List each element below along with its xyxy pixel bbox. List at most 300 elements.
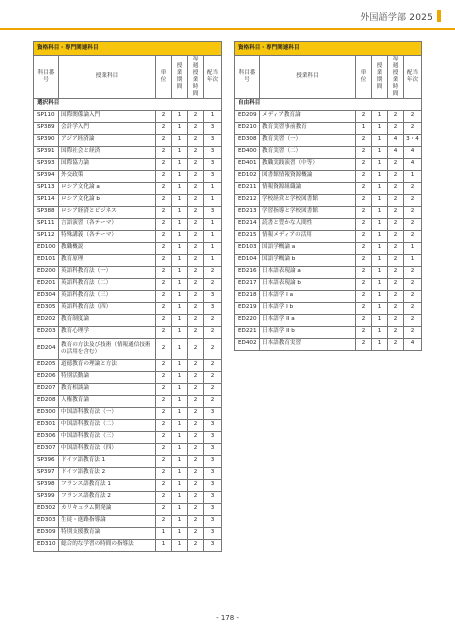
table-row xyxy=(235,266,422,278)
year: 2 xyxy=(204,278,222,290)
table-row xyxy=(34,419,222,431)
year: 1 xyxy=(404,254,422,266)
course-code: ED103 xyxy=(235,242,260,254)
year: 3 xyxy=(204,122,222,134)
year: 2 xyxy=(204,338,222,359)
course-code: ED305 xyxy=(34,302,59,314)
term: 1 xyxy=(372,290,388,302)
year: 3 xyxy=(204,146,222,158)
course-code: ED217 xyxy=(235,278,260,290)
term: 1 xyxy=(172,539,188,551)
course-code: ED221 xyxy=(235,326,260,338)
year: 3 xyxy=(204,134,222,146)
column-header: 授業科目 xyxy=(260,56,356,99)
course-code: ED218 xyxy=(235,290,260,302)
course-code: SP391 xyxy=(34,146,59,158)
course-name: 会計学入門 xyxy=(59,122,156,134)
year: 3 xyxy=(204,431,222,443)
column-header: 単位 xyxy=(156,56,172,99)
term: 1 xyxy=(172,359,188,371)
year: 2 xyxy=(204,266,222,278)
term: 1 xyxy=(372,338,388,350)
course-code: ED101 xyxy=(34,254,59,266)
course-code: ED216 xyxy=(235,266,260,278)
credits: 2 xyxy=(156,359,172,371)
course-code: ED104 xyxy=(235,254,260,266)
course-code: ED209 xyxy=(235,110,260,122)
table-row xyxy=(34,266,222,278)
course-name: 英語科教育法（一） xyxy=(59,266,156,278)
term: 1 xyxy=(372,218,388,230)
credits: 2 xyxy=(156,455,172,467)
course-name: 日本語学 II b xyxy=(260,326,356,338)
table-row xyxy=(235,302,422,314)
term: 1 xyxy=(172,467,188,479)
course-code: ED201 xyxy=(34,278,59,290)
course-name: 日本語教育実習 xyxy=(260,338,356,350)
course-code: SP388 xyxy=(34,206,59,218)
term: 1 xyxy=(172,194,188,206)
weekly-hours: 2 xyxy=(188,158,204,170)
year: 3 xyxy=(204,443,222,455)
credits: 2 xyxy=(156,194,172,206)
course-code: ED307 xyxy=(34,443,59,455)
year: 1 xyxy=(204,110,222,122)
year: 2 xyxy=(204,371,222,383)
year: 2 xyxy=(204,326,222,338)
course-name: 中国語科教育法（三） xyxy=(59,431,156,443)
term: 1 xyxy=(172,266,188,278)
course-code: ED306 xyxy=(34,431,59,443)
term: 1 xyxy=(172,218,188,230)
weekly-hours: 2 xyxy=(388,302,404,314)
credits: 2 xyxy=(156,407,172,419)
course-name: アジア経済論 xyxy=(59,134,156,146)
credits: 2 xyxy=(156,467,172,479)
course-name: 教育原理 xyxy=(59,254,156,266)
weekly-hours: 2 xyxy=(188,218,204,230)
course-code: SP396 xyxy=(34,455,59,467)
table-row xyxy=(34,314,222,326)
term: 1 xyxy=(372,266,388,278)
table-row xyxy=(235,146,422,158)
table-title: 資格科目・専門関連科目 xyxy=(235,42,422,56)
course-name: 国際社会と経済 xyxy=(59,146,156,158)
column-header: 配当年次 xyxy=(204,56,222,99)
weekly-hours: 2 xyxy=(188,467,204,479)
year: 4 xyxy=(404,338,422,350)
credits: 2 xyxy=(356,218,372,230)
course-code: ED207 xyxy=(34,383,59,395)
year: 2 xyxy=(404,122,422,134)
term: 1 xyxy=(172,254,188,266)
course-code: ED215 xyxy=(235,230,260,242)
course-name: 総合的な学習の時間の指導法 xyxy=(59,539,156,551)
header-accent-mark xyxy=(437,10,441,22)
credits: 2 xyxy=(156,158,172,170)
course-name: 生徒・進路指導論 xyxy=(59,515,156,527)
credits: 2 xyxy=(156,230,172,242)
year: 3 xyxy=(204,479,222,491)
table-row xyxy=(34,122,222,134)
year: 1 xyxy=(204,218,222,230)
weekly-hours: 2 xyxy=(388,182,404,194)
table-row xyxy=(34,503,222,515)
term: 1 xyxy=(372,314,388,326)
year: 2 xyxy=(404,182,422,194)
weekly-hours: 2 xyxy=(188,527,204,539)
credits: 2 xyxy=(156,278,172,290)
weekly-hours: 2 xyxy=(388,110,404,122)
page-number: - 178 - xyxy=(216,614,239,622)
course-name: 読書と豊かな人間性 xyxy=(260,218,356,230)
weekly-hours: 2 xyxy=(188,431,204,443)
term: 1 xyxy=(172,290,188,302)
year: 1 xyxy=(204,230,222,242)
year: 4 xyxy=(404,158,422,170)
course-code: ED200 xyxy=(34,266,59,278)
course-code: SP111 xyxy=(34,218,59,230)
course-code: ED400 xyxy=(235,146,260,158)
term: 1 xyxy=(172,383,188,395)
table-row xyxy=(235,230,422,242)
year: 1 xyxy=(204,242,222,254)
course-code: ED309 xyxy=(34,527,59,539)
table-row xyxy=(34,182,222,194)
course-code: ED100 xyxy=(34,242,59,254)
credits: 2 xyxy=(356,194,372,206)
table-row xyxy=(34,431,222,443)
credits: 2 xyxy=(156,266,172,278)
term: 1 xyxy=(372,242,388,254)
course-code: ED300 xyxy=(34,407,59,419)
credits: 2 xyxy=(156,515,172,527)
credits: 2 xyxy=(356,290,372,302)
credits: 2 xyxy=(356,254,372,266)
course-code: ED212 xyxy=(235,194,260,206)
weekly-hours: 2 xyxy=(188,395,204,407)
credits: 2 xyxy=(356,314,372,326)
table-row xyxy=(34,194,222,206)
weekly-hours: 2 xyxy=(188,194,204,206)
credits: 2 xyxy=(156,326,172,338)
credits: 2 xyxy=(156,431,172,443)
year: 3 xyxy=(204,503,222,515)
course-code: ED308 xyxy=(235,134,260,146)
weekly-hours: 2 xyxy=(188,503,204,515)
column-header: 授業科目 xyxy=(59,56,156,99)
year: 3 xyxy=(204,407,222,419)
term: 1 xyxy=(372,146,388,158)
course-name: 国語学概論 a xyxy=(260,242,356,254)
course-code: SP389 xyxy=(34,122,59,134)
weekly-hours: 2 xyxy=(188,134,204,146)
column-header: 毎週授業時間 xyxy=(188,56,204,99)
course-code: ED310 xyxy=(34,539,59,551)
page-header-title: 外国語学部 2025 xyxy=(360,13,433,23)
year: 2 xyxy=(404,278,422,290)
column-header: 授業期間 xyxy=(172,56,188,99)
table-title: 資格科目・専門関連科目 xyxy=(34,42,222,56)
year: 3 xyxy=(204,302,222,314)
weekly-hours: 2 xyxy=(188,515,204,527)
table-row xyxy=(235,290,422,302)
weekly-hours: 2 xyxy=(188,539,204,551)
weekly-hours: 2 xyxy=(188,182,204,194)
course-name: 教育実習（一） xyxy=(260,134,356,146)
year: 2 xyxy=(404,290,422,302)
credits: 2 xyxy=(156,395,172,407)
year: 3 xyxy=(204,455,222,467)
weekly-hours: 2 xyxy=(188,359,204,371)
credits: 2 xyxy=(156,122,172,134)
course-name: 日本語学 I b xyxy=(260,302,356,314)
term: 1 xyxy=(172,158,188,170)
weekly-hours: 2 xyxy=(388,266,404,278)
year: 2 xyxy=(404,218,422,230)
credits: 2 xyxy=(156,254,172,266)
term: 1 xyxy=(372,170,388,182)
table-row xyxy=(34,491,222,503)
term: 1 xyxy=(172,503,188,515)
course-code: ED220 xyxy=(235,314,260,326)
table-row xyxy=(34,230,222,242)
year: 3 xyxy=(204,467,222,479)
year: 1 xyxy=(404,242,422,254)
course-name: 中国語科教育法（四） xyxy=(59,443,156,455)
table-row xyxy=(34,395,222,407)
weekly-hours: 2 xyxy=(188,242,204,254)
course-name: 外交政策 xyxy=(59,170,156,182)
table-row xyxy=(235,206,422,218)
weekly-hours: 2 xyxy=(188,371,204,383)
course-name: 学習指導と学校図書館 xyxy=(260,206,356,218)
weekly-hours: 2 xyxy=(188,407,204,419)
term: 1 xyxy=(172,146,188,158)
weekly-hours: 2 xyxy=(388,170,404,182)
weekly-hours: 2 xyxy=(188,455,204,467)
year: 3 xyxy=(204,419,222,431)
credits: 2 xyxy=(156,170,172,182)
term: 1 xyxy=(172,407,188,419)
table-row xyxy=(34,290,222,302)
term: 1 xyxy=(172,491,188,503)
term: 1 xyxy=(372,278,388,290)
credits: 2 xyxy=(156,218,172,230)
weekly-hours: 4 xyxy=(388,134,404,146)
course-code: ED301 xyxy=(34,419,59,431)
year: 2 xyxy=(404,230,422,242)
term: 1 xyxy=(372,206,388,218)
term: 1 xyxy=(172,338,188,359)
term: 1 xyxy=(172,170,188,182)
course-name: 学校経営と学校図書館 xyxy=(260,194,356,206)
year: 2 xyxy=(204,314,222,326)
year: 1 xyxy=(204,254,222,266)
credits: 1 xyxy=(356,122,372,134)
weekly-hours: 2 xyxy=(188,443,204,455)
table-row xyxy=(235,326,422,338)
credits: 2 xyxy=(356,110,372,122)
table-row xyxy=(34,242,222,254)
weekly-hours: 2 xyxy=(388,206,404,218)
credits: 2 xyxy=(156,182,172,194)
course-name: 教育制度論 xyxy=(59,314,156,326)
course-name: フランス語教育法 2 xyxy=(59,491,156,503)
credits: 2 xyxy=(156,302,172,314)
table-row xyxy=(34,278,222,290)
course-name: 教育の方法及び技術（情報通信技術の活用を含む） xyxy=(59,338,156,359)
course-name: 教職概説 xyxy=(59,242,156,254)
term: 1 xyxy=(372,254,388,266)
table-row xyxy=(34,158,222,170)
table-row xyxy=(34,302,222,314)
course-name: 図書館情報資源概論 xyxy=(260,170,356,182)
course-name: 日本語表現論 b xyxy=(260,278,356,290)
term: 1 xyxy=(372,182,388,194)
credits: 2 xyxy=(356,278,372,290)
credits: 2 xyxy=(356,134,372,146)
course-name: 言語演習（各テーマ） xyxy=(59,218,156,230)
course-name: ロシア経済とビジネス xyxy=(59,206,156,218)
weekly-hours: 2 xyxy=(188,206,204,218)
term: 1 xyxy=(172,455,188,467)
term: 1 xyxy=(372,110,388,122)
table-row xyxy=(235,170,422,182)
term: 1 xyxy=(172,242,188,254)
year: 3 xyxy=(204,170,222,182)
credits: 2 xyxy=(156,479,172,491)
credits: 2 xyxy=(156,443,172,455)
table-row xyxy=(34,515,222,527)
term: 1 xyxy=(172,278,188,290)
course-code: SP399 xyxy=(34,491,59,503)
term: 1 xyxy=(172,314,188,326)
credits: 2 xyxy=(356,326,372,338)
credits: 2 xyxy=(356,182,372,194)
year: 3 xyxy=(204,206,222,218)
credits: 2 xyxy=(156,491,172,503)
credits: 2 xyxy=(156,134,172,146)
weekly-hours: 2 xyxy=(188,122,204,134)
course-name: 国語学概論 b xyxy=(260,254,356,266)
course-code: ED206 xyxy=(34,371,59,383)
weekly-hours: 2 xyxy=(188,254,204,266)
term: 1 xyxy=(172,206,188,218)
weekly-hours: 2 xyxy=(388,326,404,338)
term: 1 xyxy=(172,371,188,383)
course-name: 特殊講義（各テーマ） xyxy=(59,230,156,242)
year: 1 xyxy=(404,170,422,182)
credits: 2 xyxy=(156,383,172,395)
weekly-hours: 2 xyxy=(388,230,404,242)
credits: 2 xyxy=(356,266,372,278)
course-code: ED205 xyxy=(34,359,59,371)
course-name: 日本語学 I a xyxy=(260,290,356,302)
table-row xyxy=(34,383,222,395)
column-header: 授業期間 xyxy=(372,56,388,99)
term: 1 xyxy=(372,194,388,206)
term: 1 xyxy=(372,158,388,170)
course-code: SP112 xyxy=(34,230,59,242)
weekly-hours: 2 xyxy=(388,122,404,134)
term: 1 xyxy=(172,134,188,146)
year: 2 xyxy=(404,206,422,218)
year: 4 xyxy=(404,146,422,158)
left-course-table xyxy=(33,41,222,552)
course-code: ED402 xyxy=(235,338,260,350)
table-row xyxy=(235,122,422,134)
term: 1 xyxy=(172,515,188,527)
course-name: 教職実践演習（中等） xyxy=(260,158,356,170)
credits: 2 xyxy=(156,503,172,515)
table-row xyxy=(34,359,222,371)
term: 1 xyxy=(172,230,188,242)
course-code: SP394 xyxy=(34,170,59,182)
course-name: ロシア文化論 b xyxy=(59,194,156,206)
year: 3 xyxy=(204,290,222,302)
section-label: 選択科目 xyxy=(34,98,222,110)
course-code: ED204 xyxy=(34,338,59,359)
course-code: ED102 xyxy=(235,170,260,182)
course-name: 教育心理学 xyxy=(59,326,156,338)
weekly-hours: 2 xyxy=(188,290,204,302)
year: 2 xyxy=(204,395,222,407)
term: 1 xyxy=(172,110,188,122)
course-name: 特別活動論 xyxy=(59,371,156,383)
term: 1 xyxy=(172,326,188,338)
course-name: ロシア文化論 a xyxy=(59,182,156,194)
weekly-hours: 2 xyxy=(388,338,404,350)
term: 1 xyxy=(172,395,188,407)
weekly-hours: 2 xyxy=(188,326,204,338)
credits: 2 xyxy=(356,146,372,158)
course-code: ED211 xyxy=(235,182,260,194)
table-row xyxy=(34,338,222,359)
weekly-hours: 2 xyxy=(188,479,204,491)
year: 2 xyxy=(404,266,422,278)
term: 1 xyxy=(172,419,188,431)
credits: 2 xyxy=(356,206,372,218)
course-name: 英語科教育法（四） xyxy=(59,302,156,314)
credits: 2 xyxy=(156,290,172,302)
credits: 2 xyxy=(156,206,172,218)
credits: 2 xyxy=(156,371,172,383)
table-row xyxy=(34,254,222,266)
term: 1 xyxy=(172,122,188,134)
course-code: SP393 xyxy=(34,158,59,170)
course-name: 国際関係論入門 xyxy=(59,110,156,122)
column-header: 科目番号 xyxy=(34,56,59,99)
year: 2 xyxy=(404,302,422,314)
year: 3・4 xyxy=(404,134,422,146)
term: 1 xyxy=(372,230,388,242)
weekly-hours: 2 xyxy=(388,314,404,326)
course-code: ED303 xyxy=(34,515,59,527)
table-row xyxy=(235,134,422,146)
course-name: 中国語科教育法（二） xyxy=(59,419,156,431)
table-row xyxy=(34,407,222,419)
table-row xyxy=(34,206,222,218)
table-row xyxy=(235,158,422,170)
credits: 2 xyxy=(356,338,372,350)
weekly-hours: 2 xyxy=(188,491,204,503)
credits: 1 xyxy=(156,527,172,539)
table-row xyxy=(235,314,422,326)
weekly-hours: 2 xyxy=(188,314,204,326)
table-row xyxy=(235,242,422,254)
credits: 2 xyxy=(356,302,372,314)
